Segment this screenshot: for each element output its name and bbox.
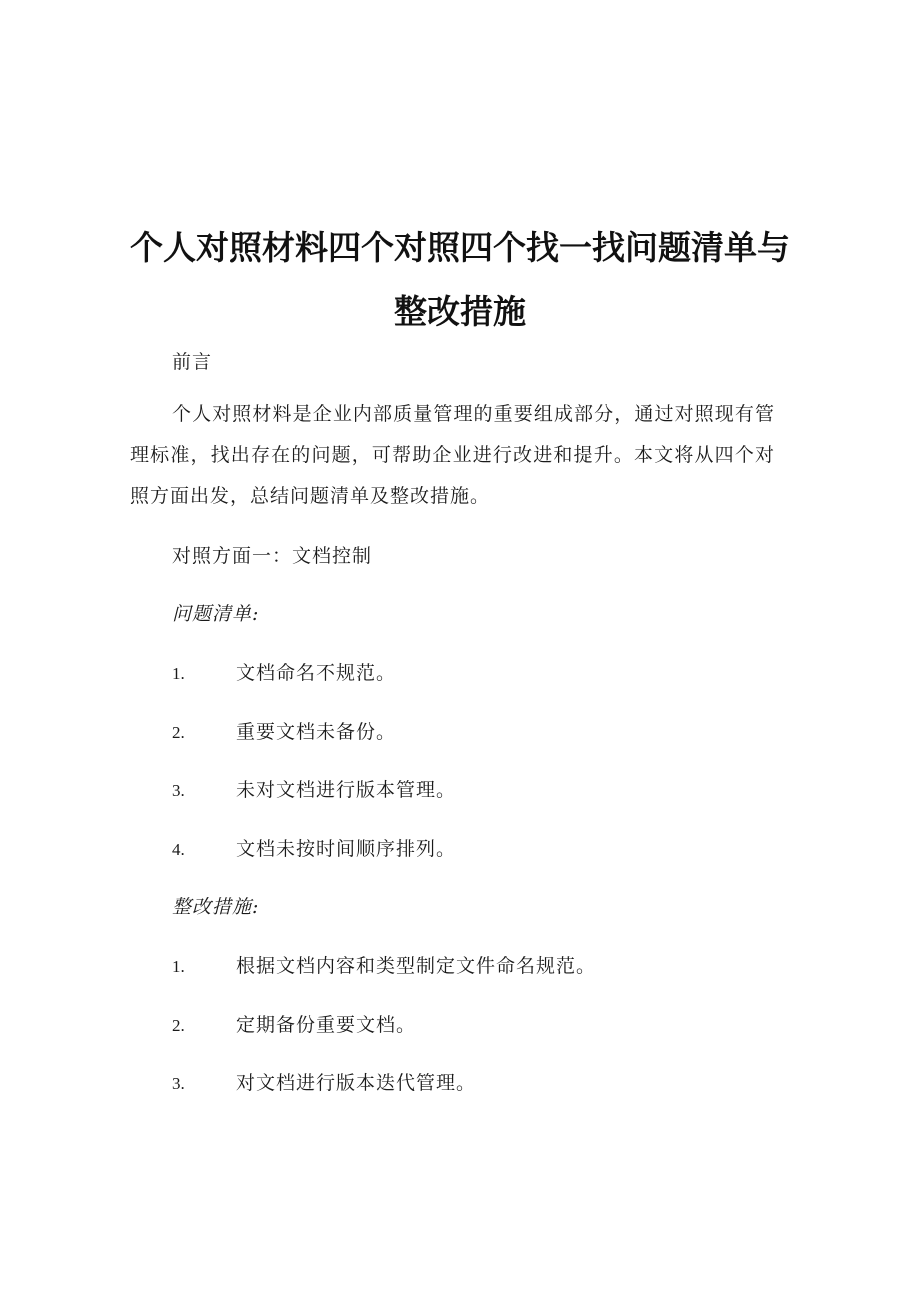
measure-number: 3. bbox=[172, 1074, 185, 1093]
preface-paragraph: 个人对照材料是企业内部质量管理的重要组成部分，通过对照现有管理标准，找出存在的问题，可帮助企业进行改进和提升。本文将从四个对照方面出发，总结问题清单及整改措施。 bbox=[130, 403, 775, 507]
preface-heading: 前言 bbox=[172, 351, 213, 373]
problem-item: 文档命名不规范。 bbox=[236, 662, 397, 684]
document-title-line-1: 个人对照材料四个对照四个找一找问题清单与 bbox=[130, 228, 790, 267]
problem-number: 2. bbox=[172, 723, 185, 742]
section-1-heading: 对照方面一：文档控制 bbox=[172, 545, 373, 567]
problem-item: 重要文档未备份。 bbox=[236, 721, 397, 743]
problem-item: 未对文档进行版本管理。 bbox=[236, 779, 457, 801]
problem-item: 文档未按时间顺序排列。 bbox=[236, 838, 457, 860]
measure-number: 2. bbox=[172, 1016, 185, 1035]
problem-number: 4. bbox=[172, 840, 185, 859]
problem-number: 3. bbox=[172, 781, 185, 800]
document-title-line-2: 整改措施 bbox=[394, 292, 526, 331]
problem-number: 1. bbox=[172, 664, 185, 683]
measure-item: 对文档进行版本迭代管理。 bbox=[236, 1072, 477, 1094]
measure-item: 定期备份重要文档。 bbox=[236, 1014, 417, 1036]
problems-label: 问题清单: bbox=[172, 603, 260, 625]
measure-item: 根据文档内容和类型制定文件命名规范。 bbox=[236, 955, 597, 977]
measures-label: 整改措施: bbox=[172, 896, 260, 918]
measure-number: 1. bbox=[172, 957, 185, 976]
